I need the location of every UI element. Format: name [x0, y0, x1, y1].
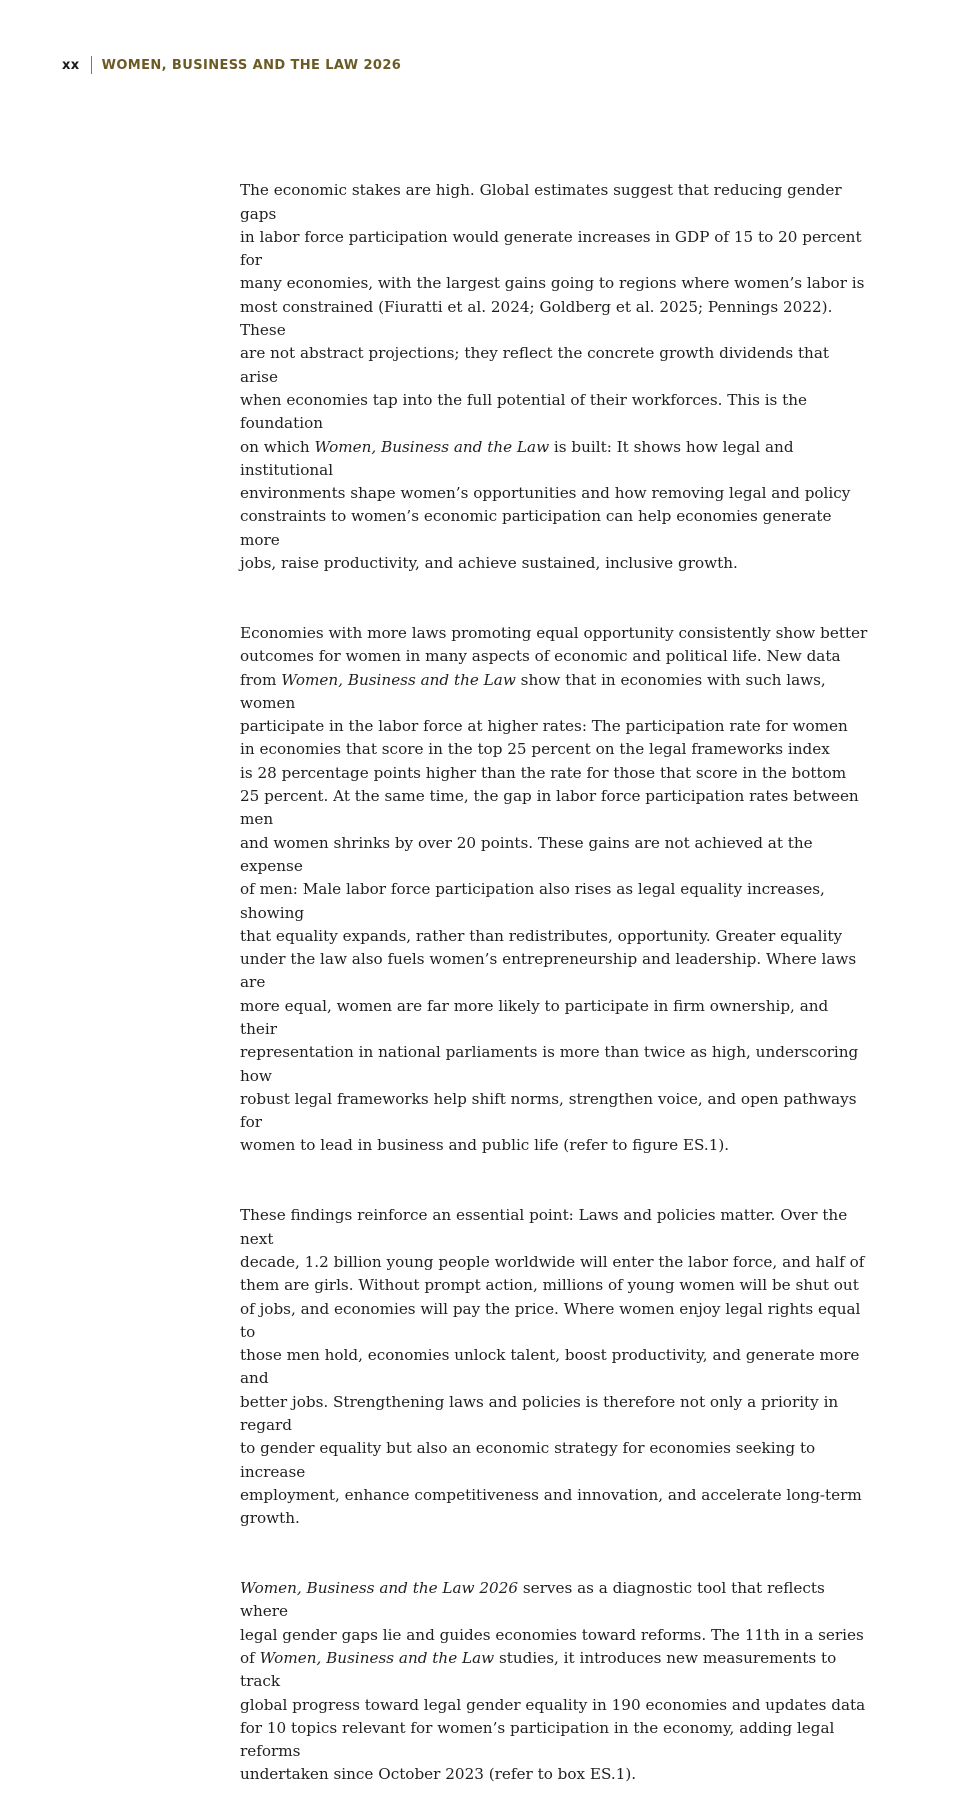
text-run: The economic stakes are high. Global estimates suggest that reducing gender gaps in labor force participation would generate increases in GDP of 15 to 20 percent for many economies, with the largest gains going to regions where women’s labor is most constrained (Fiuratti et al. 2024; Goldberg et al. 2025; Pennings 2022). These are not abstract projections; they reflect the concrete growth dividends that arise when economies tap into the full potential of their workforces. This is the foundation on which: [240, 181, 865, 456]
paragraph-2: [240, 599, 868, 1158]
paragraph-1: [240, 156, 868, 575]
running-header: [62, 55, 401, 75]
publication-title: Women, Business and the Law: [314, 437, 550, 456]
publication-title: Women, Business and the Law: [259, 1649, 495, 1667]
publication-title: Women, Business and the Law 2026: [240, 1579, 519, 1598]
publication-title: Women, Business and the Law: [281, 670, 516, 689]
header-divider: [91, 56, 92, 74]
page-number: xx: [62, 57, 80, 73]
text-run: is built: It shows how legal and institutional environments shape women’s opportunities and how removing legal and policy constraints to women’s economic participation can help economies generate more jobs, raise productivity, and achieve sustained, inclusive growth.: [240, 437, 851, 573]
body-text: [240, 156, 868, 1810]
paragraph-3: [240, 1181, 868, 1530]
text-run: show that in economies with such laws, women participate in the labor force at higher rates: The participation rate for women in economies that score in the top 25 percent on the legal frameworks index is 28 percentage points higher than the rate for those that score in the bottom 25 percent. At the same time, the gap in labor force participation rates between men and women shrinks by over 20 points. These gains are not achieved at the expense of men: Male labor force participation also rises as legal equality increases, showing that equality expands, rather than redistributes, opportunity. Greater equality under the law also fuels women’s entrepreneurship and leadership. Where laws are more equal, women are far more likely to participate in firm ownership, and their representation in national parliaments is more than twice as high, underscoring how robust legal frameworks help shift norms, strengthen voice, and open pathways for women to lead in business and public life (refer to figure ES.1).: [240, 670, 859, 1155]
text-run: studies, it introduces new measurements to track global progress toward legal gender equality in 190 economies and updates data for 10 topics relevant for women’s participation in the economy, adding legal reforms undertaken since October 2023 (refer to box ES.1).: [240, 1649, 866, 1784]
text-run: serves as a diagnostic tool that reflects where legal gender gaps lie and guides economies toward reforms. The 11th in a series of: [240, 1579, 864, 1667]
text-run: These findings reinforce an essential point: Laws and policies matter. Over the next decade, 1.2 billion young people worldwide will enter the labor force, and half of them are girls. Without prompt action, millions of young women will be shut out of jobs, and economies will pay the price. Where women enjoy legal rights equal to those men hold, economies unlock talent, boost productivity, and generate more and better jobs. Strengthening laws and policies is therefore not only a priority in regard to gender equality but also an economic strategy for economies seeking to increase employment, enhance competitiveness and innovation, and accelerate long-term growth.: [240, 1206, 865, 1528]
paragraph-4: [240, 1554, 868, 1787]
text-run: Economies with more laws promoting equal opportunity consistently show better outcomes for women in many aspects of economic and political life. New data from: [240, 623, 868, 689]
book-title: WOMEN, BUSINESS AND THE LAW 2026: [101, 57, 402, 73]
